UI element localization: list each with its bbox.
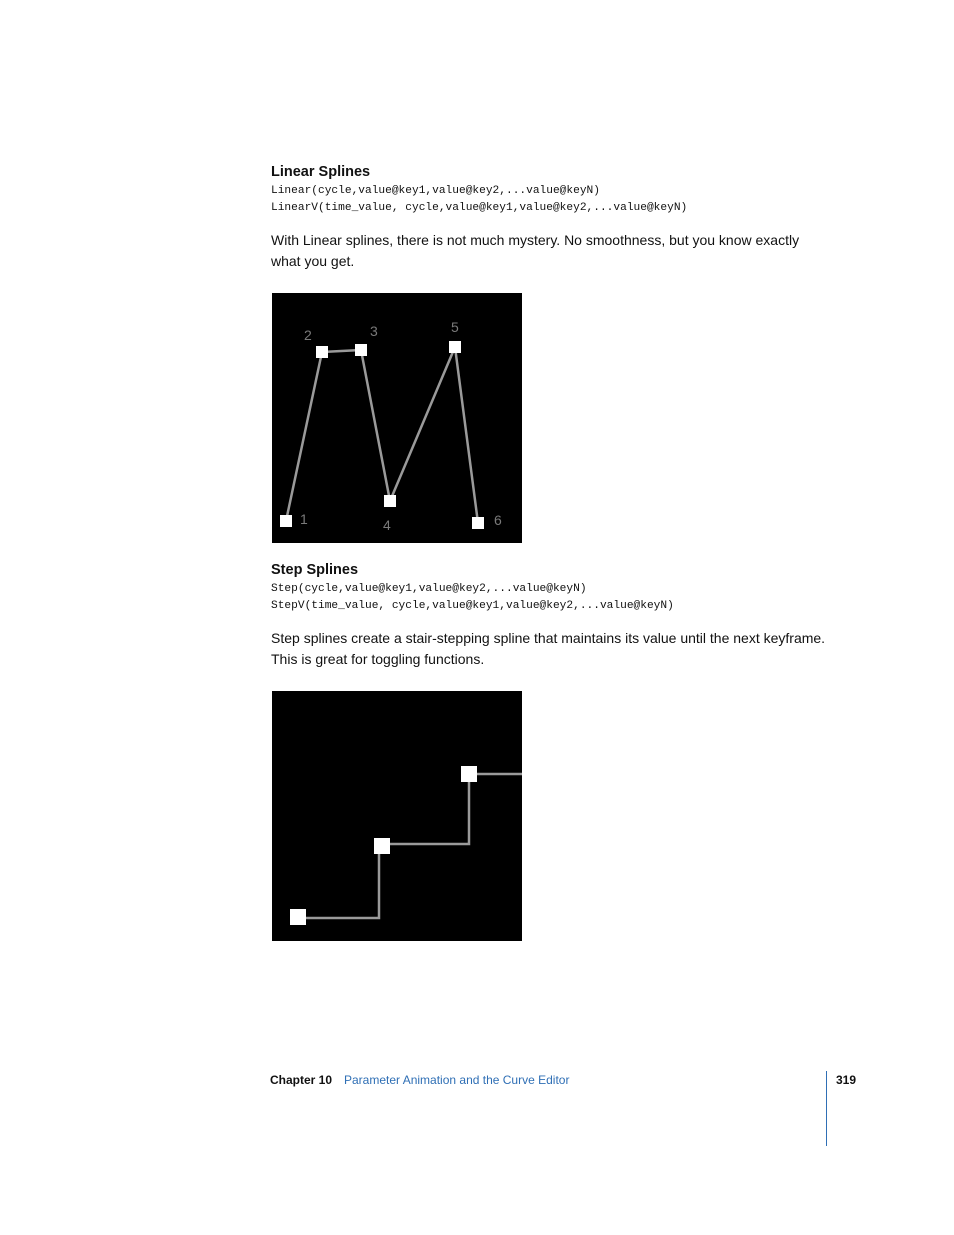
keyframe-4 (384, 495, 396, 507)
keyframe-1 (280, 515, 292, 527)
step-paragraph: Step splines create a stair-stepping spline that maintains its value until the next keyframe. This is great for toggling functions. (271, 630, 826, 667)
page-number: 319 (836, 1073, 857, 1087)
footer-divider (826, 1071, 827, 1146)
keyframe-label-3: 3 (370, 323, 378, 339)
step-code-line-2: StepV(time_value, cycle,value@key1,value@key2,...value@keyN) (271, 600, 674, 612)
keyframe-2 (316, 346, 328, 358)
linear-code-line-2: LinearV(time_value, cycle,value@key1,value@key2,...value@keyN) (271, 202, 688, 214)
keyframe-3 (355, 344, 367, 356)
step-curve (298, 774, 522, 918)
footer-chapter-title-link[interactable]: Parameter Animation and the Curve Editor (344, 1073, 570, 1087)
linear-curve (286, 347, 478, 523)
keyframe-6 (472, 517, 484, 529)
keyframe-5 (449, 341, 461, 353)
step-keyframe-2 (374, 838, 390, 854)
step-spline-figure (272, 691, 522, 941)
linear-spline-figure (272, 293, 522, 543)
keyframe-label-1: 1 (300, 511, 308, 527)
keyframe-label-2: 2 (304, 327, 312, 343)
keyframe-label-4: 4 (383, 517, 391, 533)
step-keyframe-1 (290, 909, 306, 925)
linear-paragraph: With Linear splines, there is not much mystery. No smoothness, but you know exactly what you get. (271, 232, 800, 269)
keyframe-label-6: 6 (494, 512, 502, 528)
step-splines-heading: Step Splines (271, 562, 359, 578)
keyframe-label-5: 5 (451, 319, 459, 335)
step-keyframe-3 (461, 766, 477, 782)
linear-code-line-1: Linear(cycle,value@key1,value@key2,...value@keyN) (271, 185, 600, 197)
linear-splines-heading: Linear Splines (271, 164, 371, 180)
step-code-line-1: Step(cycle,value@key1,value@key2,...value@keyN) (271, 583, 587, 595)
footer-chapter: Chapter 10 (270, 1073, 333, 1087)
